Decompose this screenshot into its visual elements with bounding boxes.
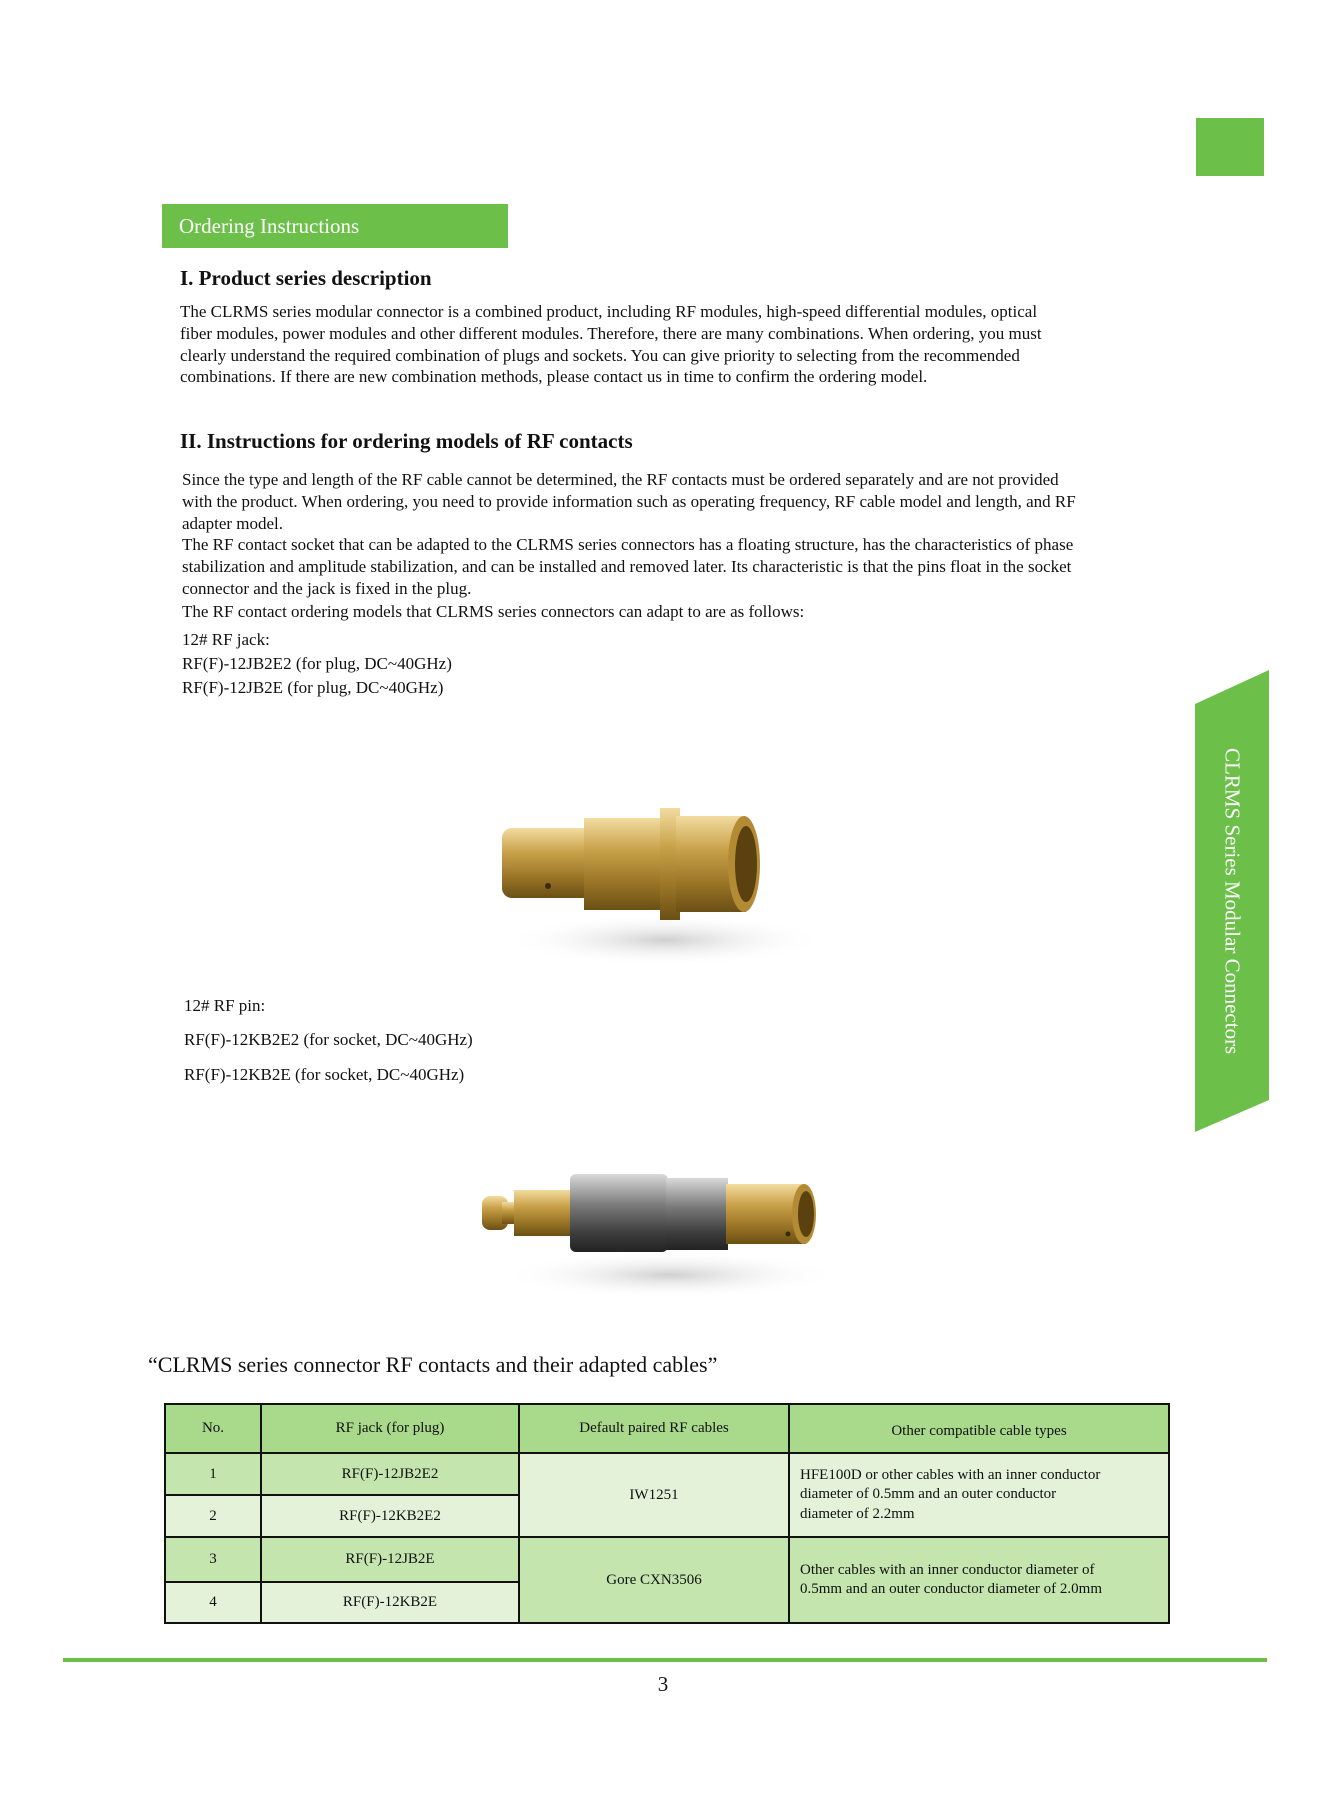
section1-body [180, 301, 1134, 388]
cell-no: 3 [165, 1537, 261, 1582]
text-line: connector and the jack is fixed in the plug. [182, 578, 472, 598]
header-accent-block [1196, 118, 1264, 176]
cell-default-cable: Gore CXN3506 [519, 1537, 789, 1623]
section-banner: Ordering Instructions [162, 204, 508, 248]
jack-item: RF(F)-12JB2E2 (for plug, DC~40GHz) [182, 654, 452, 673]
rf-contacts-table [164, 1403, 1170, 1624]
text-line: combinations. If there are new combination methods, please contact us in time to confirm the ordering model. [180, 367, 928, 387]
section1-heading: I. Product series description [180, 266, 432, 290]
text-line: adapter model. [182, 513, 284, 533]
rf-jack-image [480, 780, 840, 980]
text-line: with the product. When ordering, you need to provide information such as operating frequency, RF cable model and length, and RF [182, 491, 1076, 511]
pin-item: RF(F)-12KB2E2 (for socket, DC~40GHz) [184, 1030, 473, 1049]
text-line: The CLRMS series modular connector is a combined product, including RF modules, high-speed differential modules, optical [180, 302, 1038, 321]
cell-jack: RF(F)-12KB2E2 [261, 1495, 519, 1537]
jack-title: 12# RF jack: [182, 630, 270, 649]
table-caption: “CLRMS series connector RF contacts and their adapted cables” [148, 1352, 718, 1377]
header-rf-jack: RF jack (for plug) [261, 1404, 519, 1453]
header-no: No. [165, 1404, 261, 1453]
footer-rule [63, 1658, 1267, 1662]
cell-no: 1 [165, 1453, 261, 1495]
table-header-row [165, 1404, 1169, 1453]
text-line: The RF contact socket that can be adapted to the CLRMS series connectors has a floating structure, has the characteristics of phase [182, 535, 1074, 555]
text-line: The RF contact ordering models that CLRMS series connectors can adapt to are as follows: [182, 601, 805, 621]
section2-body [182, 469, 1156, 623]
cell-jack: RF(F)-12JB2E2 [261, 1453, 519, 1495]
text-line: stabilization and amplitude stabilization, and can be installed and removed later. Its characteristic is that the pins float in the socket [182, 557, 1072, 577]
jack-item: RF(F)-12JB2E (for plug, DC~40GHz) [182, 678, 444, 697]
cell-no: 2 [165, 1495, 261, 1537]
text-line: Since the type and length of the RF cable cannot be determined, the RF contacts must be ordered separately and are not provided [182, 470, 1059, 489]
page-number: 3 [657, 1672, 669, 1696]
cell-other-cables: HFE100D or other cables with an inner conductor diameter of 0.5mm and an outer conductor diameter of 2.2mm [789, 1453, 1169, 1537]
cell-jack: RF(F)-12JB2E [261, 1537, 519, 1582]
table-row [165, 1537, 1169, 1582]
cell-default-cable: IW1251 [519, 1453, 789, 1537]
text-line: clearly understand the required combination of plugs and sockets. You can give priority to selecting from the recommended [180, 345, 1020, 365]
pin-title: 12# RF pin: [184, 996, 266, 1015]
cell-jack: RF(F)-12KB2E [261, 1582, 519, 1623]
rf-pin-image [470, 1150, 860, 1310]
side-tab-label: CLRMS Series Modular Connectors [1220, 747, 1245, 1055]
pin-item: RF(F)-12KB2E (for socket, DC~40GHz) [184, 1065, 465, 1084]
text-line: fiber modules, power modules and other different modules. Therefore, there are many combinations. When ordering, you must [180, 323, 1042, 343]
header-other-cables: Other compatible cable types [789, 1404, 1169, 1453]
cell-other-cables: Other cables with an inner conductor diameter of 0.5mm and an outer conductor diameter of 2.0mm [789, 1537, 1169, 1623]
table-row [165, 1453, 1169, 1495]
section2-heading: II. Instructions for ordering models of RF contacts [180, 429, 633, 453]
header-default-cables: Default paired RF cables [519, 1404, 789, 1453]
cell-no: 4 [165, 1582, 261, 1623]
